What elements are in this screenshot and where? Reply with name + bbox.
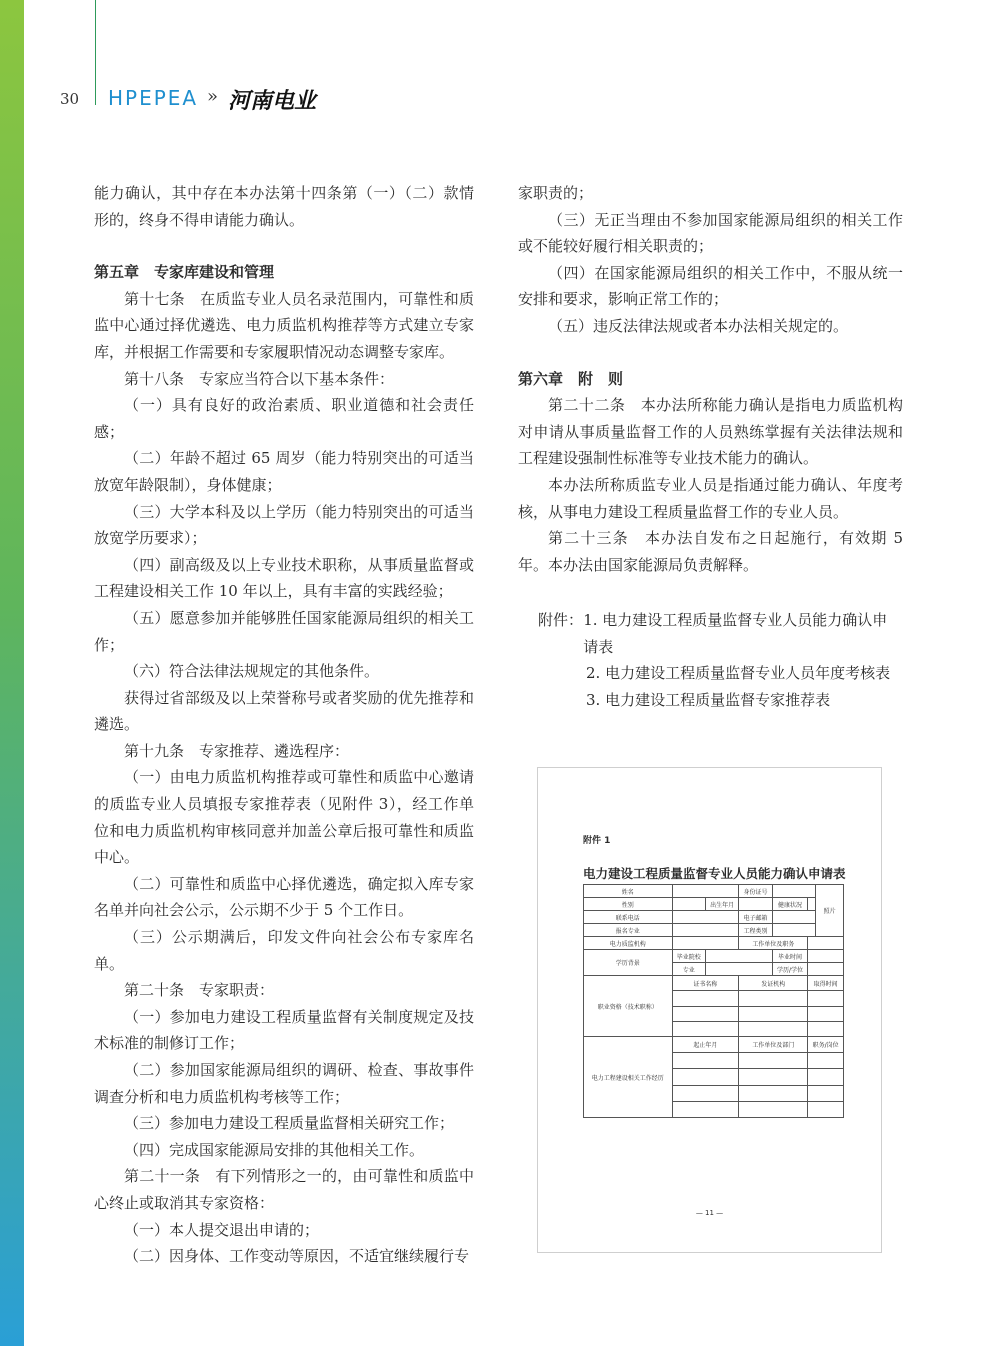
form-page-footer: — 11 — bbox=[695, 1209, 724, 1217]
form-cell: 职务/岗位 bbox=[808, 1037, 844, 1053]
form-cell: 起止年月 bbox=[672, 1037, 739, 1053]
body-paragraph: 第二十二条 本办法所称能力确认是指电力质监机构对申请从事质量监督工作的人员熟练掌握有关法律法规和工程建设强制性标准等专业技术能力的确认。 bbox=[518, 396, 903, 468]
body-paragraph: 本办法所称质监专业人员是指通过能力确认、年度考核，从事电力建设工程质量监督工作的专业人员。 bbox=[518, 475, 903, 521]
form-cell: 性别 bbox=[584, 898, 673, 911]
form-cell: 毕业院校 bbox=[672, 950, 705, 963]
attachment-item: 1. 电力建设工程质量监督专业人员能力确认申请表 bbox=[583, 611, 888, 656]
body-paragraph: 家职责的； bbox=[518, 184, 594, 202]
body-paragraph: （三）大学本科及以上学历（能力特别突出的可适当放宽学历要求）； bbox=[94, 502, 474, 548]
attachment-list bbox=[538, 607, 898, 713]
form-cell: 电子邮箱 bbox=[739, 911, 772, 924]
attachment-label: 附件： bbox=[538, 611, 584, 629]
left-text-column bbox=[94, 180, 474, 1270]
form-cell: 学历/学位 bbox=[772, 963, 808, 976]
body-paragraph: （一）参加电力建设工程质量监督有关制度规定及技术标准的制修订工作； bbox=[94, 1007, 474, 1053]
form-cell: 证书名称 bbox=[672, 976, 739, 991]
form-cell: 身份证号 bbox=[739, 885, 772, 898]
body-paragraph: （五）违反法律法规或者本办法相关规定的。 bbox=[548, 316, 849, 335]
attachment-item: 2. 电力建设工程质量监督专业人员年度考核表 bbox=[586, 664, 891, 683]
attachment-item: 3. 电力建设工程质量监督专家推荐表 bbox=[586, 690, 831, 709]
side-color-bar bbox=[0, 0, 24, 1346]
form-cell: 出生年月 bbox=[705, 898, 738, 911]
form-table bbox=[583, 884, 844, 1118]
body-paragraph: （五）愿意参加并能够胜任国家能源局组织的相关工作； bbox=[94, 608, 474, 654]
body-paragraph: 第十九条 专家推荐、遴选程序： bbox=[124, 741, 350, 760]
body-paragraph: 第十七条 在质监专业人员名录范围内，可靠性和质监中心通过择优遴选、电力质监机构推荐等方式建立专家库，并根据工作需要和专家履职情况动态调整专家库。 bbox=[94, 289, 474, 361]
body-paragraph: （四）完成国家能源局安排的其他相关工作。 bbox=[124, 1140, 425, 1159]
paragraph-gap bbox=[94, 233, 474, 259]
form-preview-image bbox=[537, 767, 882, 1253]
body-paragraph: 第二十条 专家职责： bbox=[124, 981, 275, 1000]
form-attachment-label: 附件 1 bbox=[583, 836, 611, 846]
body-paragraph: （一）本人提交退出申请的； bbox=[124, 1220, 320, 1239]
body-paragraph: （一）具有良好的政治素质、职业道德和社会责任感； bbox=[94, 396, 474, 441]
page-number: 30 bbox=[60, 90, 80, 108]
form-cell: 工作单位及职务 bbox=[739, 937, 808, 950]
paragraph-gap bbox=[518, 340, 903, 366]
body-paragraph: 第二十一条 有下列情形之一的，由可靠性和质监中心终止或取消其专家资格： bbox=[94, 1167, 474, 1212]
body-paragraph: 能力确认，其中存在本办法第十四条第（一）（二）款情形的，终身不得申请能力确认。 bbox=[94, 184, 474, 229]
form-cell: 报名专业 bbox=[584, 924, 673, 937]
form-cell: 联系电话 bbox=[584, 911, 673, 924]
form-title: 电力建设工程质量监督专业人员能力确认申请表 bbox=[583, 866, 846, 881]
body-paragraph: （二）参加国家能源局组织的调研、检查、事故事件调查分析和电力质监机构考核等工作； bbox=[94, 1061, 474, 1106]
magazine-logo-chinese: 河南电业 bbox=[228, 89, 317, 114]
form-cell: 取得时间 bbox=[808, 976, 844, 991]
form-cell: 姓名 bbox=[584, 885, 673, 898]
body-paragraph: （二）可靠性和质监中心择优遴选，确定拟入库专家名单并向社会公示，公示期不少于 5 个工作日。 bbox=[94, 874, 474, 920]
magazine-logo-latin: HPEPEA bbox=[108, 86, 199, 110]
body-paragraph: （三）参加电力建设工程质量监督相关研究工作； bbox=[124, 1114, 455, 1133]
body-paragraph: （四）在国家能源局组织的相关工作中，不服从统一安排和要求，影响正常工作的； bbox=[518, 263, 903, 309]
body-paragraph: 第十八条 专家应当符合以下基本条件： bbox=[124, 369, 395, 388]
body-paragraph: （三）公示期满后，印发文件向社会公布专家库名单。 bbox=[94, 928, 474, 973]
form-cell: 学历背景 bbox=[584, 950, 673, 976]
body-paragraph: 获得过省部级及以上荣誉称号或者奖励的优先推荐和遴选。 bbox=[94, 688, 474, 734]
form-cell: 工作单位及部门 bbox=[739, 1037, 808, 1053]
logo-separator: » bbox=[207, 86, 219, 107]
body-paragraph: （二）因身体、工作变动等原因，不适宜继续履行专 bbox=[124, 1247, 470, 1266]
body-paragraph: （六）符合法律法规规定的其他条件。 bbox=[124, 662, 380, 681]
body-paragraph: （四）副高级及以上专业技术职称，从事质量监督或工程建设相关工作 10 年以上，具有丰富的实践经验； bbox=[94, 555, 474, 601]
chapter-heading: 第五章 专家库建设和管理 bbox=[94, 263, 275, 282]
form-cell: 职业资格（技术职称） bbox=[584, 976, 673, 1037]
form-cell: 健康状况 bbox=[772, 898, 808, 911]
body-paragraph: 第二十三条 本办法自发布之日起施行，有效期 5 年。本办法由国家能源局负责解释。 bbox=[518, 529, 903, 574]
right-text-column bbox=[518, 180, 903, 578]
form-cell: 电力工程建设相关工作经历 bbox=[584, 1037, 673, 1118]
form-cell: 照片 bbox=[816, 885, 844, 937]
header-divider bbox=[95, 0, 96, 105]
body-paragraph: （一）由电力质监机构推荐或可靠性和质监中心邀请的质监专业人员填报专家推荐表（见附件 3），经工作单位和电力质监机构审核同意并加盖公章后报可靠性和质监中心。 bbox=[94, 768, 474, 867]
body-paragraph: （二）年龄不超过 65 周岁（能力特别突出的可适当放宽年龄限制），身体健康； bbox=[94, 449, 474, 494]
body-paragraph: （三）无正当理由不参加国家能源局组织的相关工作或不能较好履行相关职责的； bbox=[518, 210, 903, 256]
form-cell: 工程类别 bbox=[739, 924, 772, 937]
form-cell: 发证机构 bbox=[739, 976, 808, 991]
form-cell: 电力质监机构 bbox=[584, 937, 673, 950]
form-cell: 专业 bbox=[672, 963, 705, 976]
form-cell: 毕业时间 bbox=[772, 950, 808, 963]
chapter-heading: 第六章 附 则 bbox=[518, 369, 624, 388]
